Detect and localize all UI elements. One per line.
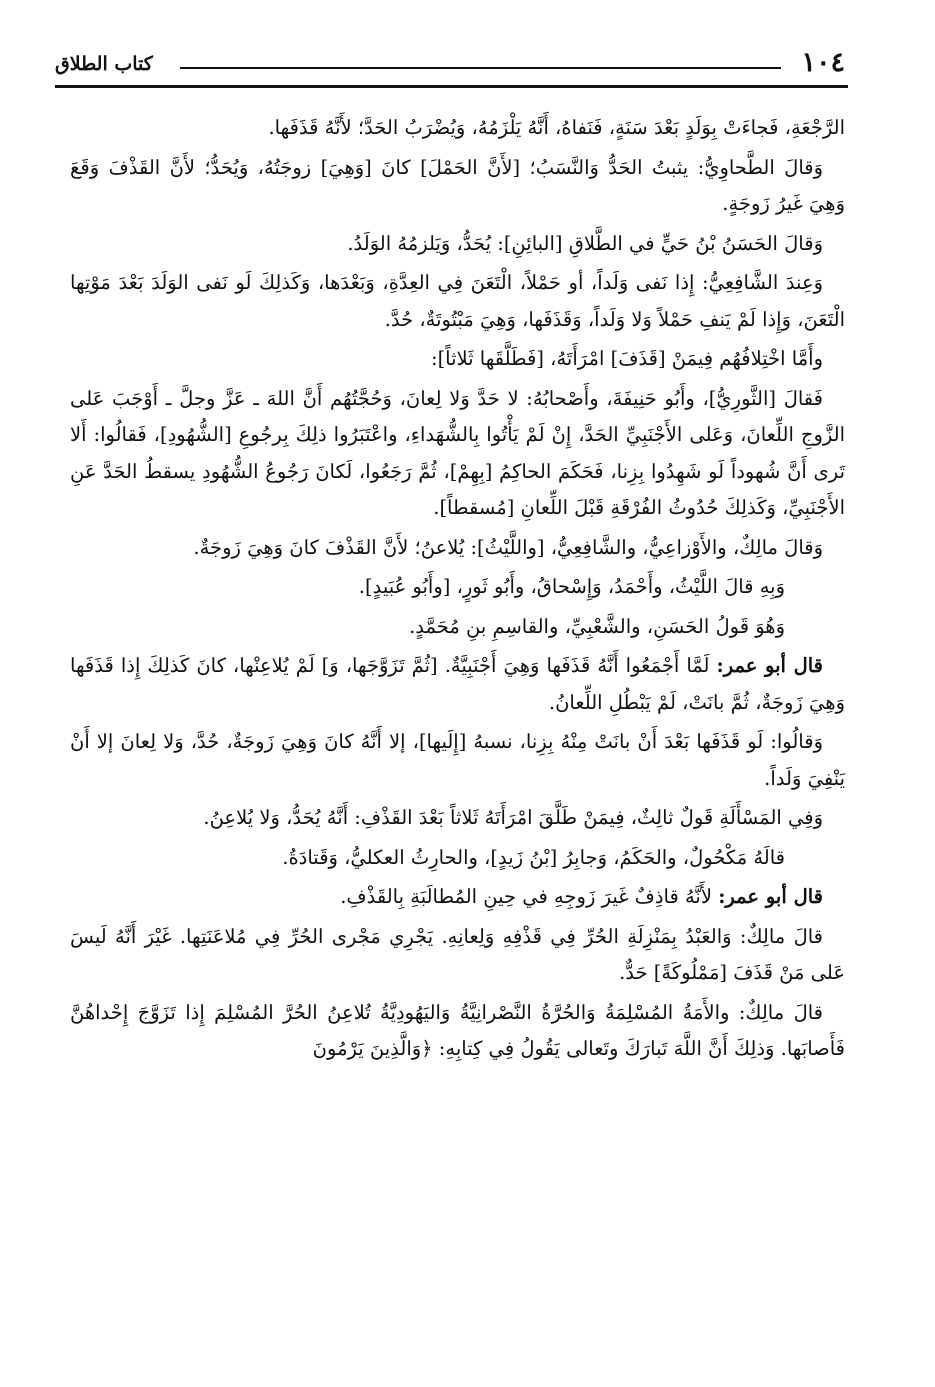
paragraph (70, 381, 845, 527)
header-rule (55, 85, 848, 88)
paragraph-text: الرَّجْعَةِ، فَجاءَتْ بِوَلَدٍ بَعْدَ سَنَةٍ، فَنَفاهُ، أَنَّهُ يَلْزَمُهُ، وَيُضْرَبُ الحَدَّ؛ لأَنَّهُ قَذَفَها. (268, 116, 845, 139)
paragraph (70, 226, 845, 263)
paragraph-text: وَفِي المَسْأَلَةِ قَولٌ ثالِثٌ، فِيمَنْ طَلَّقَ امْرَأَتَهُ ثَلاثاً بَعْدَ القَذْفِ: أَنَّهُ يُحَدُّ، وَلا يُلاعِنُ. (203, 806, 823, 829)
paragraph (70, 150, 845, 223)
paragraph (70, 265, 845, 338)
paragraph (70, 879, 845, 916)
paragraph (70, 995, 845, 1068)
paragraph (70, 341, 845, 378)
page-number: ١٠٤ (801, 47, 845, 78)
paragraph-text: قالَ مالِكٌ: والأَمَةُ المُسْلِمَةُ وَالحُرَّةُ النَّصْرانِيَّةُ وَاليَهُودِيَّةُ تُلاعِنُ الحُرَّ المُسْلِمَ إِذا تَزَوَّجَ إِحْداهُنَّ فَأَصابَها. وَذلِكَ أَنَّ اللَّهَ تَبارَكَ وتَعالى يَقُولُ فِي كِتابِهِ: ﴿وَالَّذِينَ يَرْمُونَ (70, 1000, 845, 1060)
paragraph (70, 110, 845, 147)
paragraph-text: وَقالَ الحَسَنُ بْنُ حَيٍّ في الطَّلاقِ [البائِنِ]: يُحَدُّ، وَيَلزمُهُ الوَلَدُ. (347, 231, 823, 255)
paragraph-text: وَبِهِ قالَ اللَّيْثُ، وأَحْمَدُ، وَإِسْحاقُ، وأَبُو ثَورٍ، [وأَبُو عُبَيدٍ]. (358, 575, 785, 598)
header-dash (180, 67, 781, 69)
paragraph-text: وَقالُوا: لَو قَذَفَها بَعْدَ أَنْ بانَتْ مِنْهُ بِزِنا، نسبهُ [إِلَيها]، إلا أَنَّهُ كانَ وَهِيَ زَوجَةٌ، حُدَّ، وَلا لِعانَ إلا أَنْ يَنْفِيَ وَلَداً. (70, 730, 845, 790)
paragraph (70, 530, 845, 567)
page-header (55, 44, 845, 84)
page-body (70, 110, 845, 1071)
paragraph-lead: قال أبو عمر: (716, 654, 824, 677)
paragraph-lead: قال أبو عمر: (718, 885, 823, 908)
paragraph-text: قالَهُ مَكْحُولٌ، والحَكَمُ، وَجابِرُ [بْنُ زَيدٍ]، والحارِثُ العكليُّ، وَقَتادَةُ. (282, 845, 785, 869)
paragraph (70, 840, 845, 877)
book-title: كتاب الطلاق (55, 53, 153, 75)
paragraph (70, 724, 845, 797)
paragraph (70, 648, 845, 721)
paragraph-text: لَمَّا أَجْمَعُوا أَنَّهُ قَذَفَها وَهِيَ أَجْنَبِيَّةٌ. [ثُمَّ تَزَوَّجَها، وَ] لَمْ يُلاعِنْها، كانَ كَذلِكَ إِذا قَذَفَها وَهِيَ زَوجَةٌ، ثُمَّ بانَتْ، لَمْ يَبْطُلِ اللِّعانُ. (70, 654, 845, 714)
paragraph-text: وَقالَ مالِكٌ، والأَوْزاعِيُّ، والشَّافِعِيُّ، [واللَّيْثُ]: يُلاعنُ؛ لأَنَّ القَذْفَ كانَ وَهِيَ زَوجَةٌ. (193, 535, 823, 559)
paragraph-text: لأَنَّهُ قاذِفٌ غَيرَ زَوجِهِ في حِينِ المُطالَبَةِ بِالقَذْفِ. (340, 885, 712, 908)
paragraph-text: وَعِندَ الشَّافِعِيُّ: إِذا نَفى وَلَداً، أو حَمْلاً، الْتَعَنَ فِي العِدَّةِ، وَبَعْدَها، وَكَذلِكَ لَو نَفى الوَلَدَ بَعْدَ مَوْتِها الْتَعَنَ، وَإِذا لَمْ يَنفِ حَمْلاً وَلا وَلَداً، وَقَذَفَها، وَهِيَ مَبْتُوتَةٌ، حُدَّ. (70, 271, 845, 331)
paragraph (70, 569, 845, 606)
paragraph-text: فَقالَ [الثَّورِيُّ]، وأَبُو حَنِيفَةَ، وأَصْحابُهُ: لا حَدَّ وَلا لِعانَ، وَحُجَّتُهُم أَنَّ اللهَ ـ عَزَّ وجلَّ ـ أَوْجَبَ عَلى الزَّوجِ اللِّعانَ، وَعَلى الأَجْنَبِيِّ الحَدَّ، إِنْ لَمْ يَأْتُوا بِالشُّهَداءِ، واعْتَبَرُوا ذلِكَ بِرجُوعِ [الشُّهُودِ]، فَقالُوا: أَلا تَرى أَنَّ شُهوداً لَو شَهِدُوا بِزِنا، فَحَكَمَ الحاكِمُ [بِهِمْ]، ثُمَّ رَجَعُوا، لَكانَ رَجُوعُ الشُّهُودِ يسقطُ الحَدَّ عَنِ الأَجْنَبِيِّ، وَكَذلِكَ حُدُوثُ الفُرْقَةِ قَبْلَ اللِّعانِ [مُسقطاً]. (70, 386, 845, 519)
paragraph-text: وَهُوَ قَولُ الحَسَنِ، والشَّعْبِيِّ، والقاسِمِ بنِ مُحَمَّدٍ. (409, 614, 785, 638)
paragraph (70, 800, 845, 837)
paragraph (70, 609, 845, 646)
paragraph-text: وَقالَ الطَّحاوِيُّ: يثبتُ الحَدُّ وَالنَّسَبُ؛ [لأَنَّ الحَمْلَ] كانَ [وَهِيَ] زوجَتُهُ، وَيُحَدُّ؛ لأَنَّ القَذْفَ وَقَعَ وَهِيَ غَيرُ زَوجَةٍ. (70, 155, 845, 215)
paragraph-text: قالَ مالِكٌ: وَالعَبْدُ بِمَنْزِلَةِ الحُرِّ فِي قَذْفِهِ وَلِعانِهِ. يَجْرِي مَجْرى الحُرِّ فِي مُلاعَنَتِها. غَيْرَ أَنَّهُ لَيسَ عَلى مَنْ قَذَفَ [مَمْلُوكَةً] حَدٌّ. (70, 924, 845, 984)
paragraph-text: وأَمَّا اخْتِلافُهُم فِيمَنْ [قَذَفَ] امْرَأَتَهُ، [فَطَلَّقَها ثَلاثاً]: (431, 347, 823, 370)
paragraph (70, 919, 845, 992)
